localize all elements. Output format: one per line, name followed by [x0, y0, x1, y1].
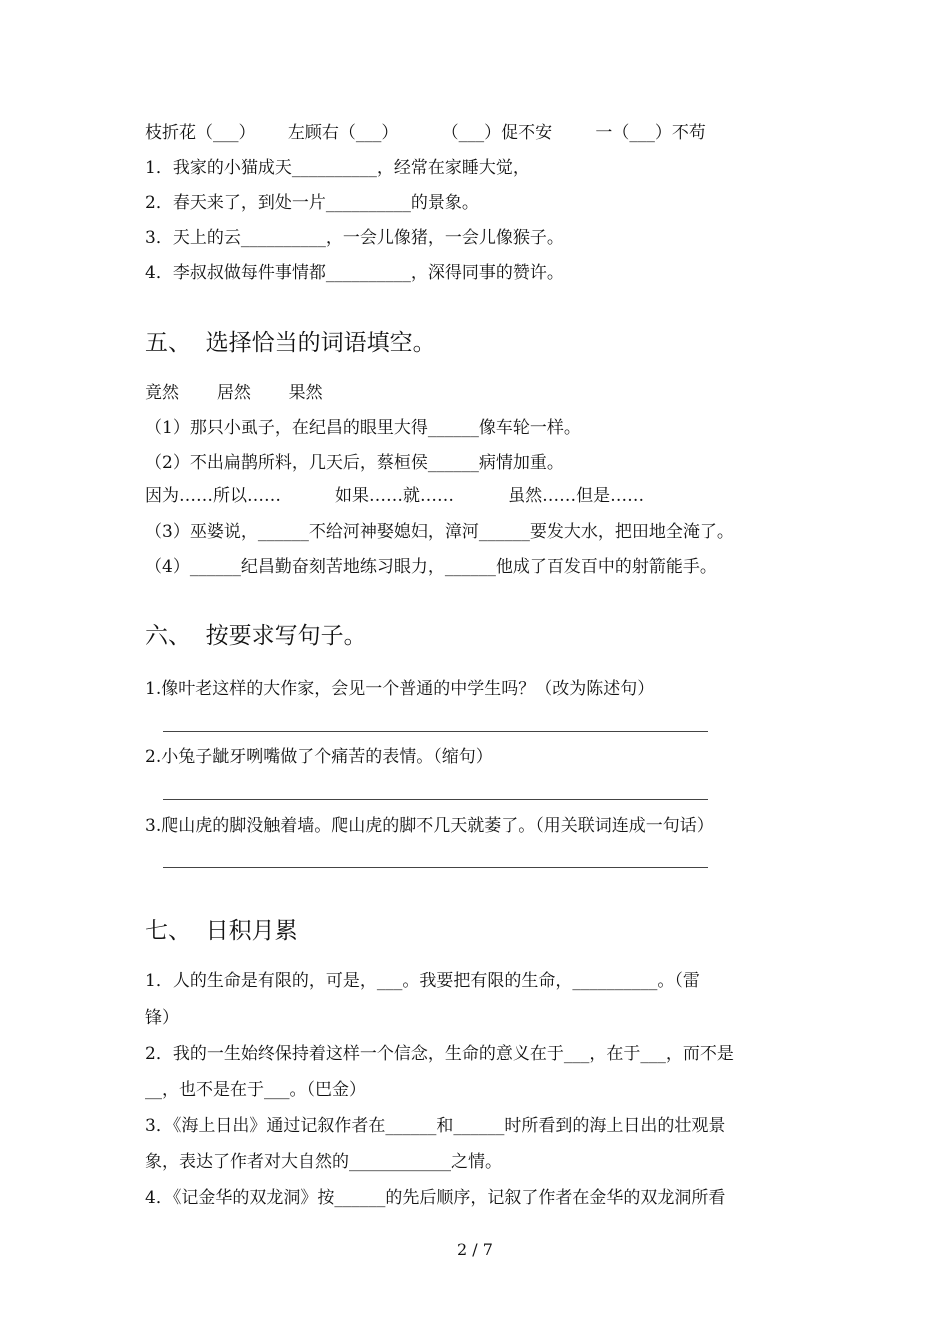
word-choices: 竟然 居然 果然	[145, 383, 323, 403]
text-line: 2．我的一生始终保持着这样一个信念，生命的意义在于___，在于___，而不是	[145, 1044, 734, 1064]
fill-item: （1）那只小虱子，在纪昌的眼里大得______像车轮一样。	[145, 418, 581, 438]
fill-item: （2）不出扁鹊所料，几天后，蔡桓侯______病情加重。	[145, 453, 564, 473]
text-line: __，也不是在于___。（巴金）	[145, 1080, 366, 1100]
idiom-row: 枝折花（___） 左顾右（___） （___）促不安 一（___）不苟	[145, 123, 706, 143]
exercise-prompt: 2.小兔子龇牙咧嘴做了个痛苦的表情。（缩句）	[145, 747, 493, 767]
answer-line[interactable]	[163, 799, 708, 800]
fill-item: 1．我家的小猫成天__________，经常在家睡大觉，	[145, 158, 530, 178]
section-heading: 六、 按要求写句子。	[145, 623, 367, 649]
answer-line[interactable]	[163, 731, 708, 732]
fill-item: （3）巫婆说，______不给河神娶媳妇，漳河______要发大水，把田地全淹了。	[145, 522, 734, 542]
text-line: 1．人的生命是有限的，可是，___。我要把有限的生命，__________。（雷	[145, 971, 700, 991]
fill-item: 2．春天来了，到处一片__________的景象。	[145, 193, 479, 213]
section-heading: 七、 日积月累	[145, 918, 298, 944]
page-number: 2 / 7	[457, 1240, 493, 1259]
text-line: 象，表达了作者对大自然的____________之情。	[145, 1152, 502, 1172]
word-choices: 因为……所以…… 如果……就…… 虽然……但是……	[145, 486, 645, 506]
text-line: 3．《海上日出》通过记叙作者在______和______时所看到的海上日出的壮观景	[145, 1116, 726, 1136]
fill-item: （4）______纪昌勤奋刻苦地练习眼力，______他成了百发百中的射箭能手。	[145, 557, 717, 577]
section-heading: 五、 选择恰当的词语填空。	[145, 330, 436, 356]
fill-item: 3．天上的云__________，一会儿像猪，一会儿像猴子。	[145, 228, 564, 248]
text-line: 4．《记金华的双龙洞》按______的先后顺序，记叙了作者在金华的双龙洞所看	[145, 1188, 726, 1208]
answer-line[interactable]	[163, 867, 708, 868]
exercise-prompt: 3.爬山虎的脚没触着墙。爬山虎的脚不几天就萎了。（用关联词连成一句话）	[145, 816, 714, 836]
text-line: 锋）	[145, 1008, 179, 1028]
fill-item: 4．李叔叔做每件事情都__________，深得同事的赞许。	[145, 263, 564, 283]
exercise-prompt: 1.像叶老这样的大作家，会见一个普通的中学生吗？（改为陈述句）	[145, 679, 655, 699]
